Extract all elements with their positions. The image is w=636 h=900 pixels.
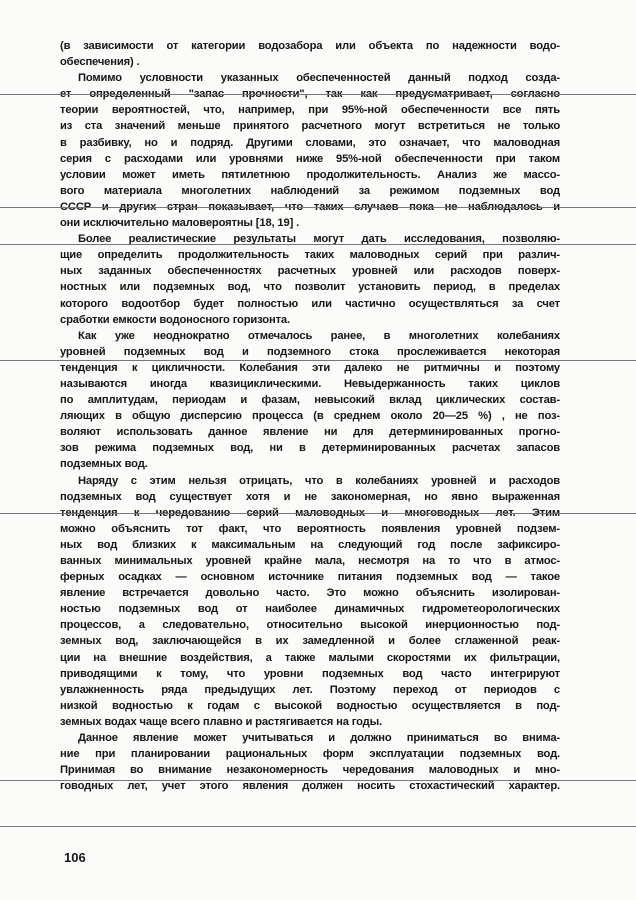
text-line: (в зависимости от категории водозабора или объекта по надежности водо- xyxy=(60,40,560,52)
text-line: низкой водностью к годам с высокой водностью осуществляется в под- xyxy=(60,699,560,712)
text-line: Помимо условности указанных обеспеченностей данный подход созда- xyxy=(78,72,560,85)
text-line: воляют использовать данное явление ни для детерминированных прогно- xyxy=(60,426,560,439)
scan-rule xyxy=(0,244,636,245)
text-line: ферных осадках — основном источнике питания подземных вод — такое xyxy=(60,571,560,584)
text-line: ет определенный "запас прочности", так как предусматривает, согласно xyxy=(60,88,560,101)
text-line: ляющих в общую дисперсию процесса (в среднем около 20—25 %) , не поз- xyxy=(60,410,560,423)
text-line: процессов, а следовательно, относительно высокой инерционностью под- xyxy=(60,619,560,632)
text-line: Принимая во внимание незакономерность чередования маловодных и мно- xyxy=(60,764,560,777)
text-line: можно объяснить тот факт, что вероятность появления уровней подзем- xyxy=(60,522,560,535)
text-line: ции на внешние воздействия, а также малыми скоростями их фильтрации, xyxy=(60,651,560,664)
text-line: ных вод близких к максимальным на следующий год после зафиксиро- xyxy=(60,538,560,551)
text-line: ных заданных обеспеченностях расчетных уровней или расходов поверх- xyxy=(60,265,560,278)
paragraph xyxy=(60,730,560,794)
text-line: теории вероятностей, что, например, при 95%-ной обеспеченности все пять xyxy=(60,104,560,117)
text-line: по амплитудам, периодам и фазам, невысокий вклад циклических состав- xyxy=(60,394,560,407)
text-line: Наряду с этим нельзя отрицать, что в колебаниях уровней и расходов xyxy=(78,474,560,487)
scan-rule xyxy=(0,826,636,827)
text-line: Как уже неоднократно отмечалось ранее, в многолетних колебаниях xyxy=(78,329,560,342)
text-line: ностью подземных вод от наиболее динамичных гидрометеорологических xyxy=(60,603,560,616)
text-line: подземных вод. xyxy=(60,458,148,471)
text-line: щие определить продолжительность таких маловодных серий при различ- xyxy=(60,249,560,262)
text-line: приводящими к тому, что уровни подземных вод часто интегрируют xyxy=(60,667,560,680)
text-line: в разбивку, но и подряд. Другими словами, это означает, что маловодная xyxy=(60,136,560,149)
text-line: ванных минимальных уровней крайне мала, несмотря на то что в атмос- xyxy=(60,555,560,567)
scan-rule xyxy=(0,360,636,361)
scan-rule xyxy=(0,94,636,95)
text-line: тенденция к цикличности. Колебания эти далеко не ритмичны и поэтому xyxy=(60,361,560,374)
text-line: подземных вод существует хотя и не закономерная, но явно выраженная xyxy=(60,490,560,503)
text-line: вого материала многолетних наблюдений за режимом подземных вод xyxy=(60,184,560,197)
paragraph xyxy=(60,38,560,70)
text-line: ностных или подземных вод, что позволит установить период, в пределах xyxy=(60,281,560,294)
paragraph xyxy=(60,328,560,473)
paragraph xyxy=(60,231,560,328)
text-line: явление встречается довольно часто. Это можно объяснить изолирован- xyxy=(60,587,560,600)
page-number: 106 xyxy=(64,850,86,865)
scan-rule xyxy=(0,513,636,514)
text-line: СССР и других стран показывает, что таких случаев пока не наблюдалось и xyxy=(60,200,560,213)
scan-rule xyxy=(0,780,636,781)
text-line: называются иногда квазициклическими. Невыдержанность таких циклов xyxy=(60,377,560,390)
text-line: Данное явление может учитываться и должно приниматься во внима- xyxy=(78,732,560,745)
text-line: земных водах чаще всего плавно и растягивается на годы. xyxy=(60,715,382,728)
text-line: Более реалистические результаты могут дать исследования, позволяю- xyxy=(78,233,560,246)
text-line: зов режима подземных вод, ни в детерминированных расчетах запасов xyxy=(60,442,560,455)
scan-rule xyxy=(0,207,636,208)
text-line: тенденция к чередованию серий маловодных и многоводных лет. Этим xyxy=(60,506,560,519)
text-line: увлажненность ряда предыдущих лет. Поэтому переход от периодов с xyxy=(60,683,560,696)
text-line: серия с расходами или уровнями ниже 95%-ной обеспеченности при таком xyxy=(60,152,560,165)
text-line: условии может иметь пятилетнюю продолжительность. Анализ же массо- xyxy=(60,168,560,181)
body-text xyxy=(60,38,560,794)
text-line: из ста значений меньше принятого расчетного могут встретиться не только xyxy=(60,120,560,133)
paragraph xyxy=(60,473,560,731)
text-line: они исключительно маловероятны [18, 19] . xyxy=(60,217,300,230)
text-line: говодных лет, учет этого явления должен носить стохастический характер. xyxy=(60,780,560,793)
text-line: земных вод, заключающейся в их замедленной и более сглаженной реак- xyxy=(60,635,560,648)
text-line: ние при планировании рациональных форм эксплуатации подземных вод. xyxy=(60,748,560,761)
text-line: уровней подземных вод и подземного стока прослеживается некоторая xyxy=(60,345,560,358)
text-line: сработки емкости водоносного горизонта. xyxy=(60,313,290,326)
text-line: обеспечения) . xyxy=(60,56,140,69)
text-line: которого водоотбор будет полностью или частично осуществляться за счет xyxy=(60,297,560,310)
